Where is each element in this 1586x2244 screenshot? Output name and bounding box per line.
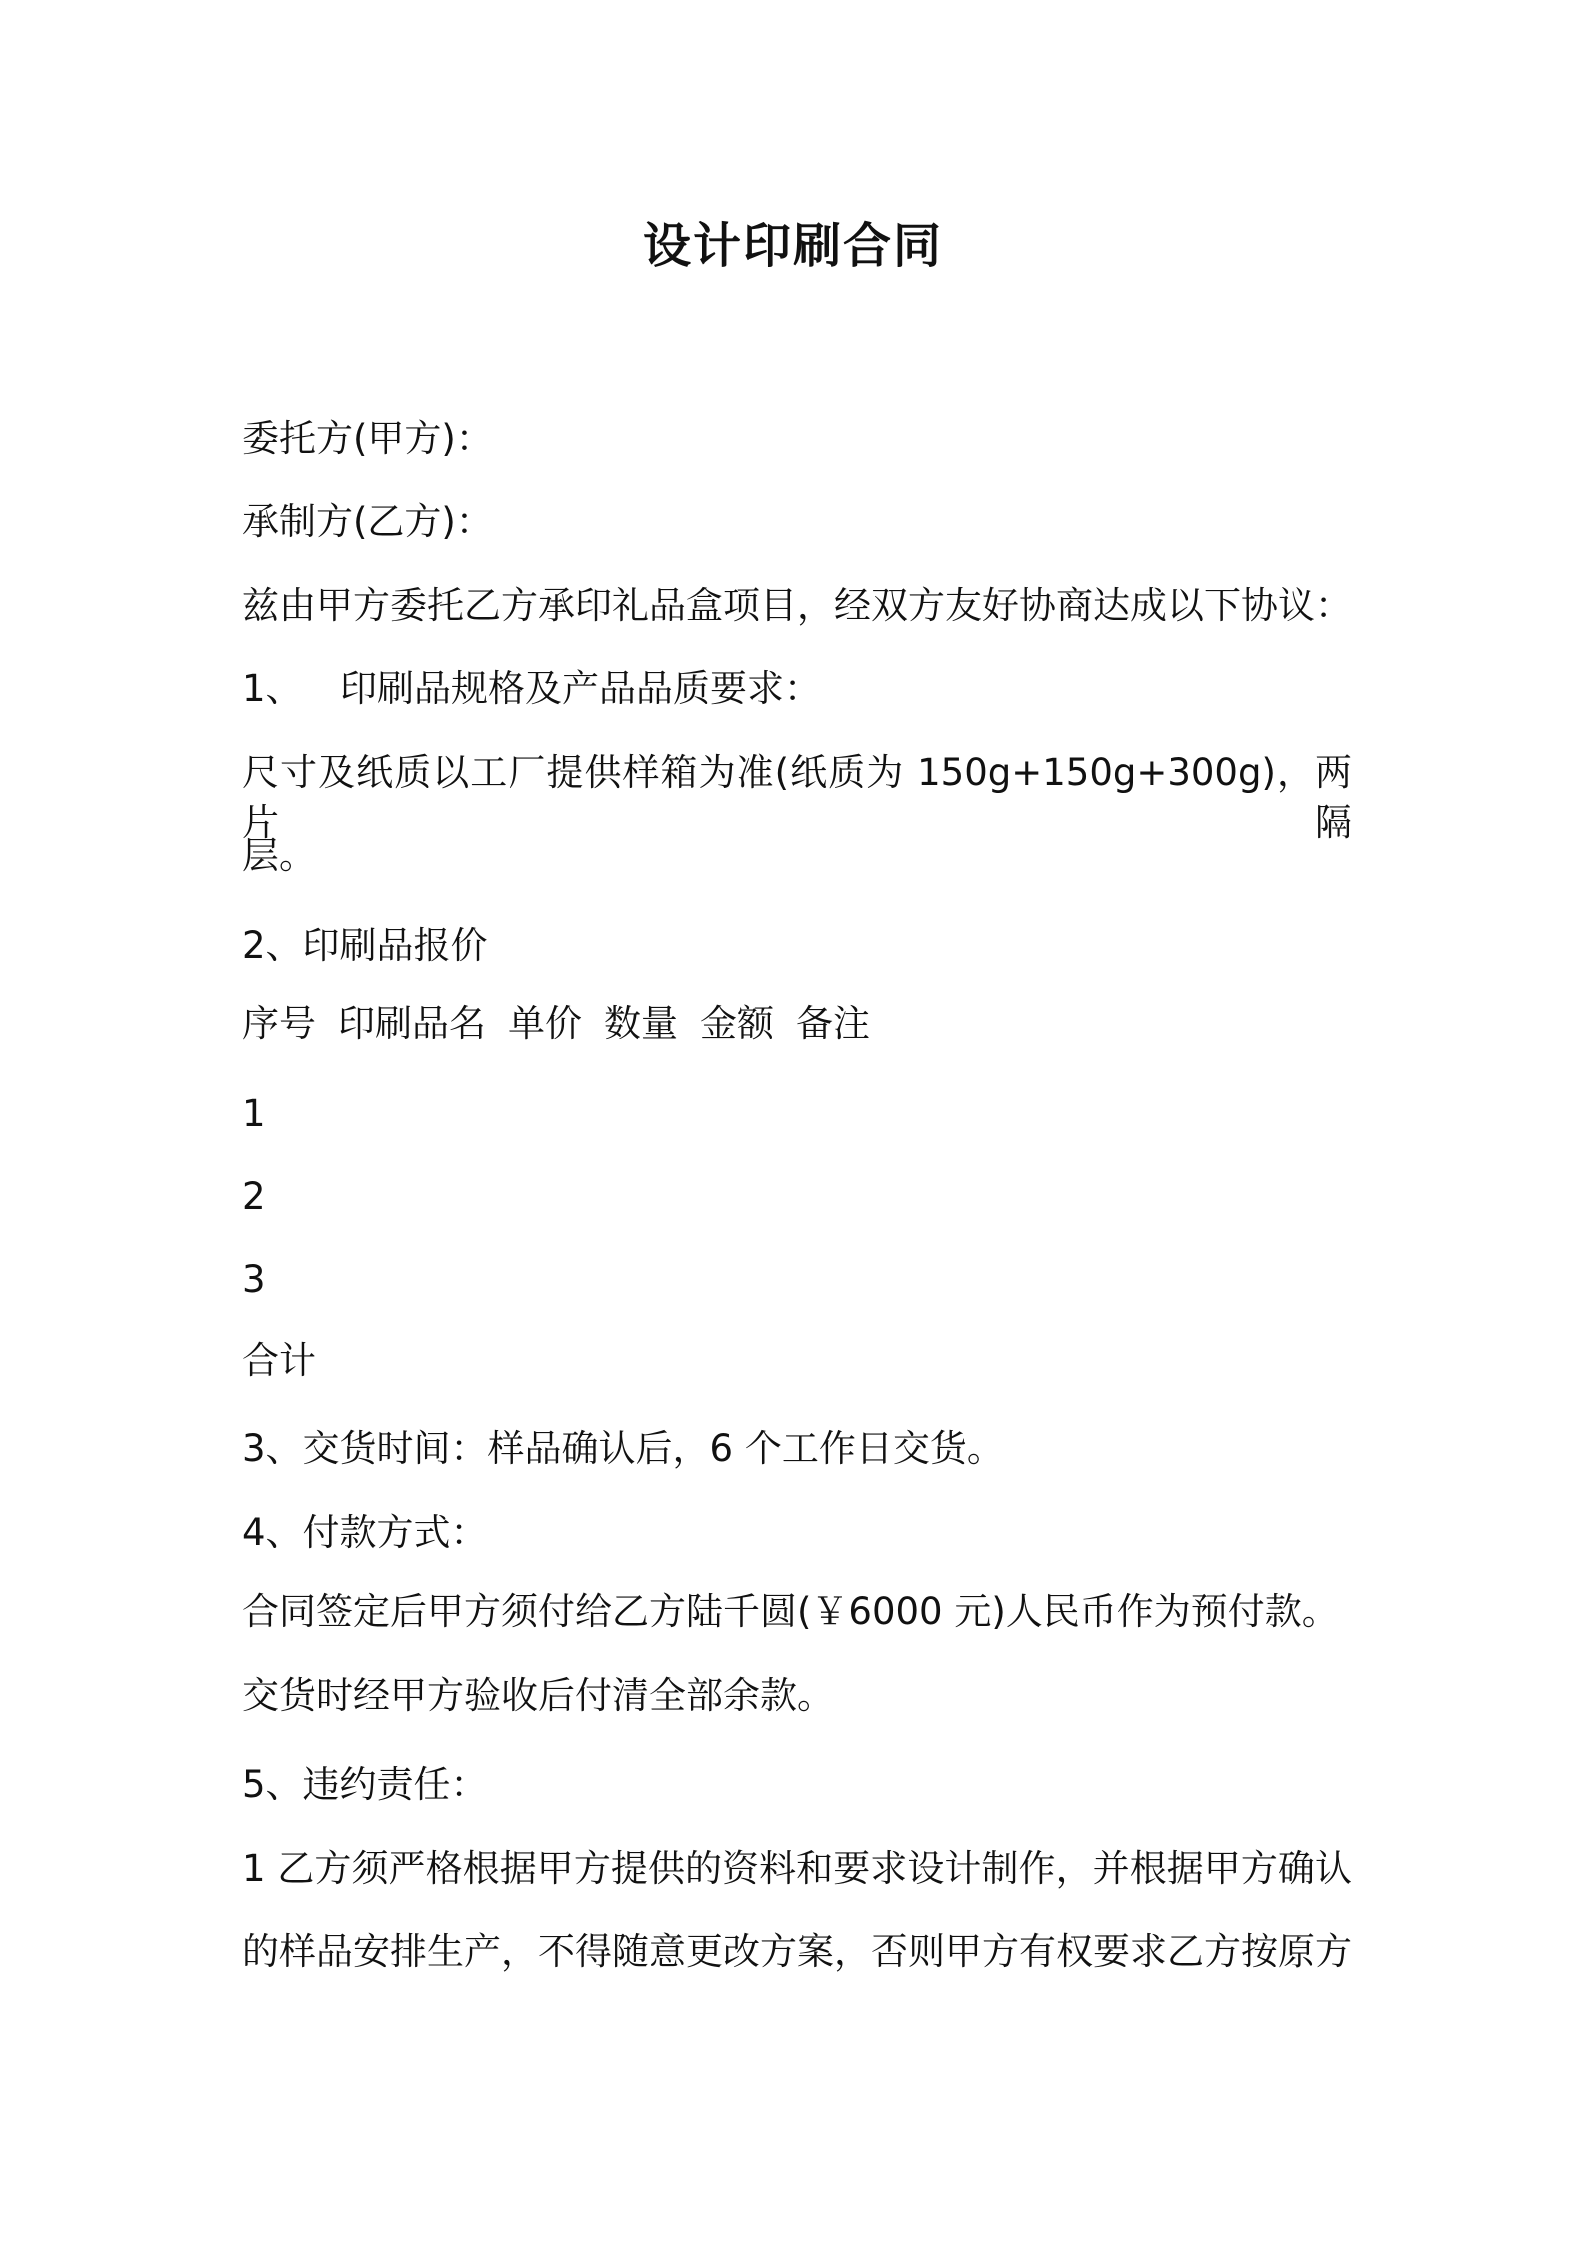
party-a-label: 委托方(甲方)： [242, 417, 493, 460]
column-header: 备注 [796, 1002, 870, 1045]
section-4-body-line-1: 合同签定后甲方须付给乙方陆千圆(￥6000 元)人民币作为预付款。 [242, 1590, 1339, 1633]
section-1-body-line-1: 尺寸及纸质以工厂提供样箱为准(纸质为 150g+150g+300g)，两片隔 [242, 751, 1352, 844]
table-row: 3 [242, 1258, 266, 1301]
price-table-header [242, 999, 892, 1049]
table-row: 2 [242, 1175, 266, 1218]
section-4-body-line-2: 交货时经甲方验收后付清全部余款。 [242, 1674, 834, 1717]
section-1-body-line-2: 层。 [242, 834, 316, 877]
section-5-body-line-2: 的样品安排生产，不得随意更改方案，否则甲方有权要求乙方按原方 [242, 1930, 1352, 1973]
column-header: 单价 [508, 1002, 582, 1045]
intro-paragraph: 兹由甲方委托乙方承印礼品盒项目，经双方友好协商达成以下协议： [242, 584, 1352, 627]
section-2-heading: 2、印刷品报价 [242, 924, 488, 967]
party-b-label: 承制方(乙方)： [242, 500, 493, 543]
section-1-number: 1、 [242, 667, 303, 710]
table-total-row: 合计 [242, 1339, 316, 1382]
column-header: 金额 [700, 1002, 774, 1045]
column-header: 数量 [604, 1002, 678, 1045]
column-header: 印刷品名 [338, 1002, 486, 1045]
section-5-heading: 5、违约责任： [242, 1763, 488, 1806]
page-title: 设计印刷合同 [642, 218, 943, 274]
section-5-body-line-1: 1 乙方须严格根据甲方提供的资料和要求设计制作，并根据甲方确认 [242, 1847, 1352, 1890]
table-row: 1 [242, 1092, 266, 1135]
section-3-delivery: 3、交货时间：样品确认后，6 个工作日交货。 [242, 1427, 1004, 1470]
column-header: 序号 [242, 1002, 316, 1045]
section-1-title: 印刷品规格及产品品质要求： [340, 667, 821, 710]
section-1-heading [242, 664, 821, 714]
section-4-heading: 4、付款方式： [242, 1511, 488, 1554]
